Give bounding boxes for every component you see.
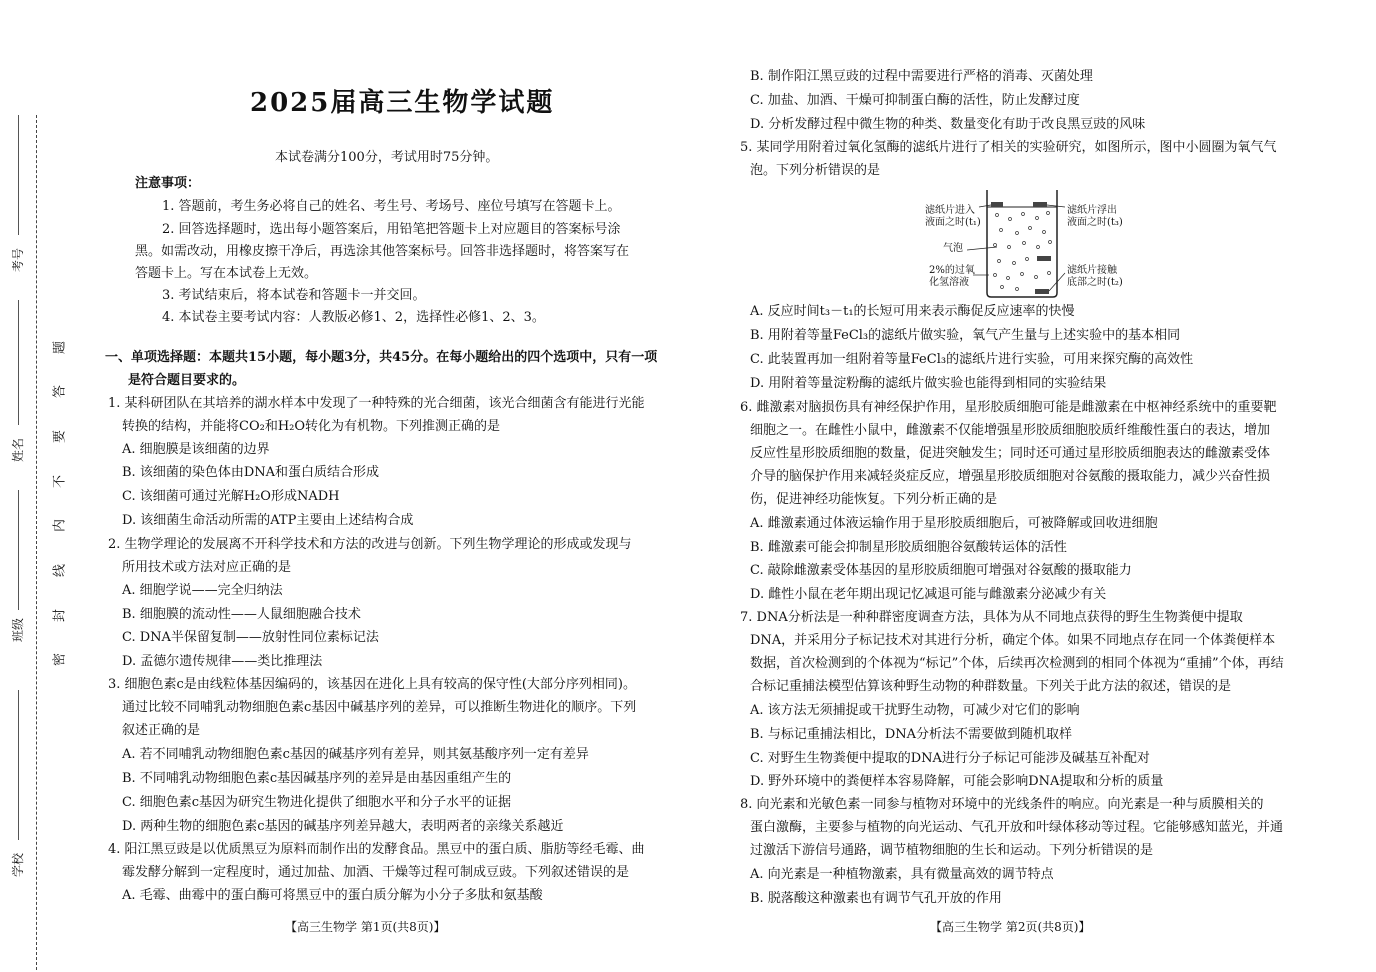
option-line: C. 该细菌可通过光解H₂O形成NADH	[122, 489, 340, 504]
question-line: 合标记重捕法模型估算该种野生动物的种群数量。下列关于此方法的叙述，错误的是	[750, 679, 1232, 694]
experiment-figure	[925, 185, 1135, 300]
seal-char: 密	[52, 653, 68, 667]
option-line: D. 分析发酵过程中微生物的种类、数量变化有助于改良黑豆豉的风味	[750, 117, 1146, 132]
option-line: A. 细胞膜是该细菌的边界	[122, 442, 270, 457]
option-line: A. 向光素是一种植物激素，具有微量高效的调节特点	[750, 867, 1054, 882]
option-line: D. 孟德尔遗传规律——类比推理法	[122, 654, 323, 669]
question-line: 反应性星形胶质细胞的数量，促进突触发生；同时还可通过星形胶质细胞表达的雌激素受体	[750, 446, 1271, 461]
option-line: D. 该细菌生命活动所需的ATP主要由上述结构合成	[122, 513, 414, 528]
question-line: 7. DNA分析法是一种种群密度调查方法，具体为从不同地点获得的野生生物粪便中提取	[740, 610, 1243, 625]
page-left	[100, 0, 690, 972]
option-line: C. 敲除雌激素受体基因的星形胶质细胞可增强对谷氨酸的摄取能力	[750, 563, 1132, 578]
question-line: 叙述正确的是	[122, 723, 201, 738]
question-line: 过激活下游信号通路，调节植物细胞的生长和运动。下列分析错误的是	[750, 843, 1154, 858]
section-heading: 一、单项选择题：本题共15小题，每小题3分，共45分。在每小题给出的四个选项中，只有一项	[105, 350, 658, 365]
option-line: B. 雌激素可能会抑制星形胶质细胞谷氨酸转运体的活性	[750, 540, 1067, 555]
field-line-exam-number	[18, 115, 19, 235]
field-label-exam-number: 考号	[11, 247, 25, 272]
question-line: 3. 细胞色素c是由线粒体基因编码的，该基因在进化上具有较高的保守性(大部分序列相同)。	[108, 677, 636, 692]
field-line-class	[18, 490, 19, 610]
option-line: B. 该细菌的染色体由DNA和蛋白质结合形成	[122, 465, 380, 480]
option-line: B. 用附着等量FeCl₃的滤纸片做实验，氧气产生量与上述实验中的基本相同	[750, 328, 1181, 343]
seal-char: 封	[52, 609, 68, 623]
field-label-school: 学校	[11, 852, 25, 877]
option-line: C. 对野生生物粪便中提取的DNA进行分子标记可能涉及碱基互补配对	[750, 751, 1150, 766]
field-label-class: 班级	[11, 617, 25, 642]
option-line: C. DNA半保留复制——放射性同位素标记法	[122, 630, 379, 645]
question-line: 霉发酵分解到一定程度时，通过加盐、加酒、干燥等过程可制成豆豉。下列叙述错误的是	[122, 865, 630, 880]
question-line: 伤，促进神经功能恢复。下列分析正确的是	[750, 492, 998, 507]
section-heading: 是符合题目要求的。	[128, 373, 246, 388]
notice-line: 答题卡上。写在本试卷上无效。	[135, 266, 318, 281]
question-line: 介导的脑保护作用来减轻炎症反应，增强星形胶质细胞对谷氨酸的摄取能力，减少兴奋性损	[750, 469, 1271, 484]
figure-label: 化氢溶液	[929, 277, 969, 288]
option-line: D. 野外环境中的粪便样本容易降解，可能会影响DNA提取和分析的质量	[750, 774, 1164, 789]
option-line: C. 此装置再加一组附着等量FeCl₃的滤纸片进行实验，可用来探究酶的高效性	[750, 352, 1194, 367]
figure-label: 滤纸片进入	[925, 205, 975, 216]
question-line: 泡。下列分析错误的是	[750, 163, 881, 178]
question-line: 8. 向光素和光敏色素一同参与植物对环境中的光线条件的响应。向光素是一种与质膜相关的	[740, 797, 1264, 812]
figure-label: 滤纸片接触	[1067, 265, 1117, 276]
option-line: A. 该方法无须捕捉或干扰野生动物，可减少对它们的影响	[750, 703, 1080, 718]
notice-title: 注意事项：	[135, 176, 201, 191]
question-line: 数据，首次检测到的个体视为“标记”个体，后续再次检测到的相同个体视为“重捕”个体，再结	[750, 656, 1284, 671]
figure-label: 底部之时(t₂)	[1067, 277, 1123, 288]
option-line: A. 反应时间t₃－t₁的长短可用来表示酶促反应速率的快慢	[750, 304, 1075, 319]
question-line: 5. 某同学用附着过氧化氢酶的滤纸片进行了相关的实验研究，如图所示，图中小圆圈为氧气气	[740, 140, 1277, 155]
figure-label: 液面之时(t₁)	[925, 217, 981, 228]
binding-margin	[0, 0, 95, 972]
seal-char: 要	[52, 430, 68, 444]
option-line: B. 细胞膜的流动性——人鼠细胞融合技术	[122, 607, 361, 622]
binding-dashed-line	[36, 115, 37, 970]
notice-line: 2. 回答选择题时，选出每小题答案后，用铅笔把答题卡上对应题目的答案标号涂	[162, 222, 621, 237]
question-line: 1. 某科研团队在其培养的湖水样本中发现了一种特殊的光合细菌，该光合细菌含有能进行光能	[108, 396, 645, 411]
question-line: 2. 生物学理论的发展离不开科学技术和方法的改进与创新。下列生物学理论的形成或发现与	[108, 537, 632, 552]
figure-label: 2%的过氧	[929, 265, 975, 276]
question-line: 4. 阳江黑豆豉是以优质黑豆为原料而制作出的发酵食品。黑豆中的蛋白质、脂肪等经毛霉、曲	[108, 842, 645, 857]
page-footer: 【高三生物学 第1页(共8页)】	[285, 920, 446, 934]
seal-char: 线	[52, 564, 68, 578]
seal-char: 不	[52, 475, 68, 489]
notice-line: 4. 本试卷主要考试内容：人教版必修1、2，选择性必修1、2、3。	[162, 310, 545, 325]
figure-label: 液面之时(t₃)	[1067, 217, 1123, 228]
notice-line: 3. 考试结束后，将本试卷和答题卡一并交回。	[162, 288, 426, 303]
seal-char: 题	[52, 341, 68, 355]
question-line: 6. 雌激素对脑损伤具有神经保护作用，星形胶质细胞可能是雌激素在中枢神经系统中的重要靶	[740, 400, 1277, 415]
option-line: D. 用附着等量淀粉酶的滤纸片做实验也能得到相同的实验结果	[750, 376, 1107, 391]
option-line: D. 雌性小鼠在老年期出现记忆减退可能与雌激素分泌减少有关	[750, 587, 1107, 602]
option-line: B. 脱落酸这种激素也有调节气孔开放的作用	[750, 891, 1002, 906]
page-footer: 【高三生物学 第2页(共8页)】	[930, 920, 1091, 934]
option-line: D. 两种生物的细胞色素c基因的碱基序列差异越大，表明两者的亲缘关系越近	[122, 819, 564, 834]
question-line: 所用技术或方法对应正确的是	[122, 560, 292, 575]
question-line: DNA，并采用分子标记技术对其进行分析，确定个体。如果不同地点存在同一个体粪便样本	[750, 633, 1276, 648]
field-line-name	[18, 300, 19, 425]
notice-line: 1. 答题前，考生务必将自己的姓名、考生号、考场号、座位号填写在答题卡上。	[162, 199, 621, 214]
exam-subtitle: 本试卷满分100分，考试用时75分钟。	[275, 150, 499, 165]
option-line: C. 细胞色素c基因为研究生物进化提供了细胞水平和分子水平的证据	[122, 795, 512, 810]
option-line: B. 与标记重捕法相比，DNA分析法不需要做到随机取样	[750, 727, 1073, 742]
option-line: A. 毛霉、曲霉中的蛋白酶可将黑豆中的蛋白质分解为小分子多肽和氨基酸	[122, 888, 543, 903]
option-line: A. 细胞学说——完全归纳法	[122, 583, 283, 598]
seal-char: 答	[52, 385, 68, 399]
question-line: 通过比较不同哺乳动物细胞色素c基因中碱基序列的差异，可以推断生物进化的顺序。下列	[122, 700, 637, 715]
exam-title: 2025届高三生物学试题	[250, 88, 555, 118]
option-line: C. 加盐、加酒、干燥可抑制蛋白酶的活性，防止发酵过度	[750, 93, 1080, 108]
field-label-name: 姓名	[11, 437, 25, 462]
figure-label: 气泡	[943, 243, 963, 254]
option-line: B. 不同哺乳动物细胞色素c基因碱基序列的差异是由基因重组产生的	[122, 771, 512, 786]
question-line: 蛋白激酶，主要参与植物的向光运动、气孔开放和叶绿体移动等过程。它能够感知蓝光，并通	[750, 820, 1284, 835]
figure-label: 滤纸片浮出	[1067, 205, 1117, 216]
option-line: B. 制作阳江黑豆豉的过程中需要进行严格的消毒、灭菌处理	[750, 69, 1093, 84]
notice-line: 黑。如需改动，用橡皮擦干净后，再选涂其他答案标号。回答非选择题时，将答案写在	[135, 244, 630, 259]
field-line-school	[18, 690, 19, 840]
seal-char: 内	[52, 519, 68, 533]
question-line: 转换的结构，并能将CO₂和H₂O转化为有机物。下列推测正确的是	[122, 419, 501, 434]
option-line: A. 若不同哺乳动物细胞色素c基因的碱基序列有差异，则其氨基酸序列一定有差异	[122, 747, 589, 762]
question-line: 细胞之一。在雌性小鼠中，雌激素不仅能增强星形胶质细胞胶质纤维酸性蛋白的表达，增加	[750, 423, 1271, 438]
option-line: A. 雌激素通过体液运输作用于星形胶质细胞后，可被降解或回收进细胞	[750, 516, 1158, 531]
page-right	[740, 0, 1320, 972]
